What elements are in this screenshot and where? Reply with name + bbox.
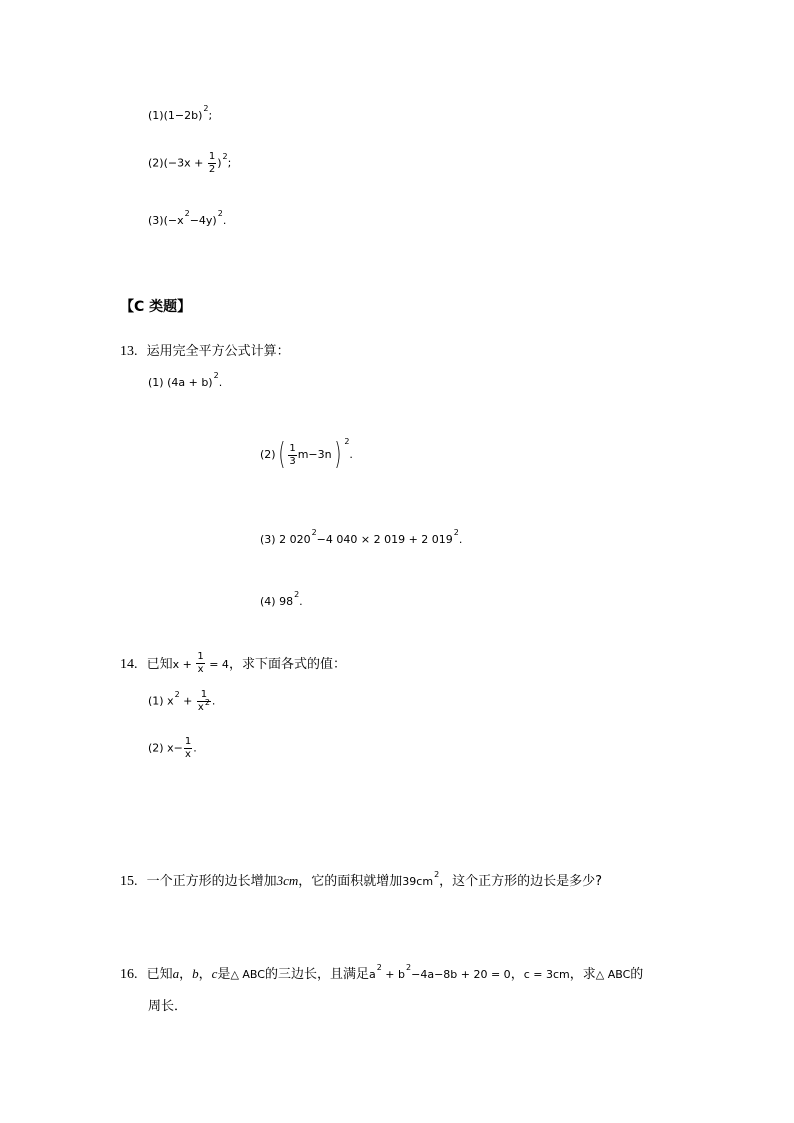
question-number: 13. [120, 344, 138, 359]
q13-part-1: (1) $(4a + b)^2$. [148, 371, 223, 389]
section-heading: 【C 类题】 [120, 299, 192, 315]
q13-part-2: (2)( $\frac{1}{3}$ m−3n) $^2$. [260, 437, 353, 472]
fraction: $\frac{1}{x}$ [184, 736, 192, 760]
question-16-line-2: 周长． [148, 999, 188, 1014]
problem-3-expression: $(3)(-x^2-4y)^2$. [148, 209, 227, 227]
problem-1-expression: $(1)(1-2b)^2$; [148, 104, 213, 122]
question-14: 14. 已知x + $\frac{1}{x}$ = 4，求下面各式的值： [120, 651, 346, 675]
fraction: $\frac{1}{x}$ [197, 651, 204, 675]
question-number: 16. [120, 967, 138, 982]
fraction: $\frac{1}{x^2}$ [197, 689, 210, 713]
question-number: 14. [120, 657, 138, 672]
question-16: 16. 已知a，b，c是△ ABC的三边长，且满足$a^2 + b^2-4a-8b + 20 = 0$，c = 3cm，求△ ABC的 [120, 963, 644, 982]
question-text: 运用完全平方公式计算： [146, 344, 290, 359]
q13-part-4: (4) $98^2$. [260, 590, 303, 608]
problem-2-expression: (2)(−3x + $\frac{1}{2}$ )$^2$; [148, 151, 232, 175]
q13-part-3: (3) 2 $020^2-4$ 040 × 2 019 + 2 $019^2$. [260, 528, 463, 546]
question-15: 15. 一个正方形的边长增加3cm，它的面积就增加$39cm^2$，这个正方形的边长是多少? [120, 870, 603, 889]
fraction: $\frac{1}{3}$ [289, 442, 296, 467]
q14-part-2: (2) x− $\frac{1}{x}$ . [148, 736, 197, 760]
question-13 [120, 342, 290, 359]
fraction: $\frac{1}{2}$ [208, 151, 216, 175]
question-number: 15. [120, 874, 138, 889]
q14-part-1: (1) $x^2$ + $\frac{1}{x^2}$ . [148, 689, 216, 713]
